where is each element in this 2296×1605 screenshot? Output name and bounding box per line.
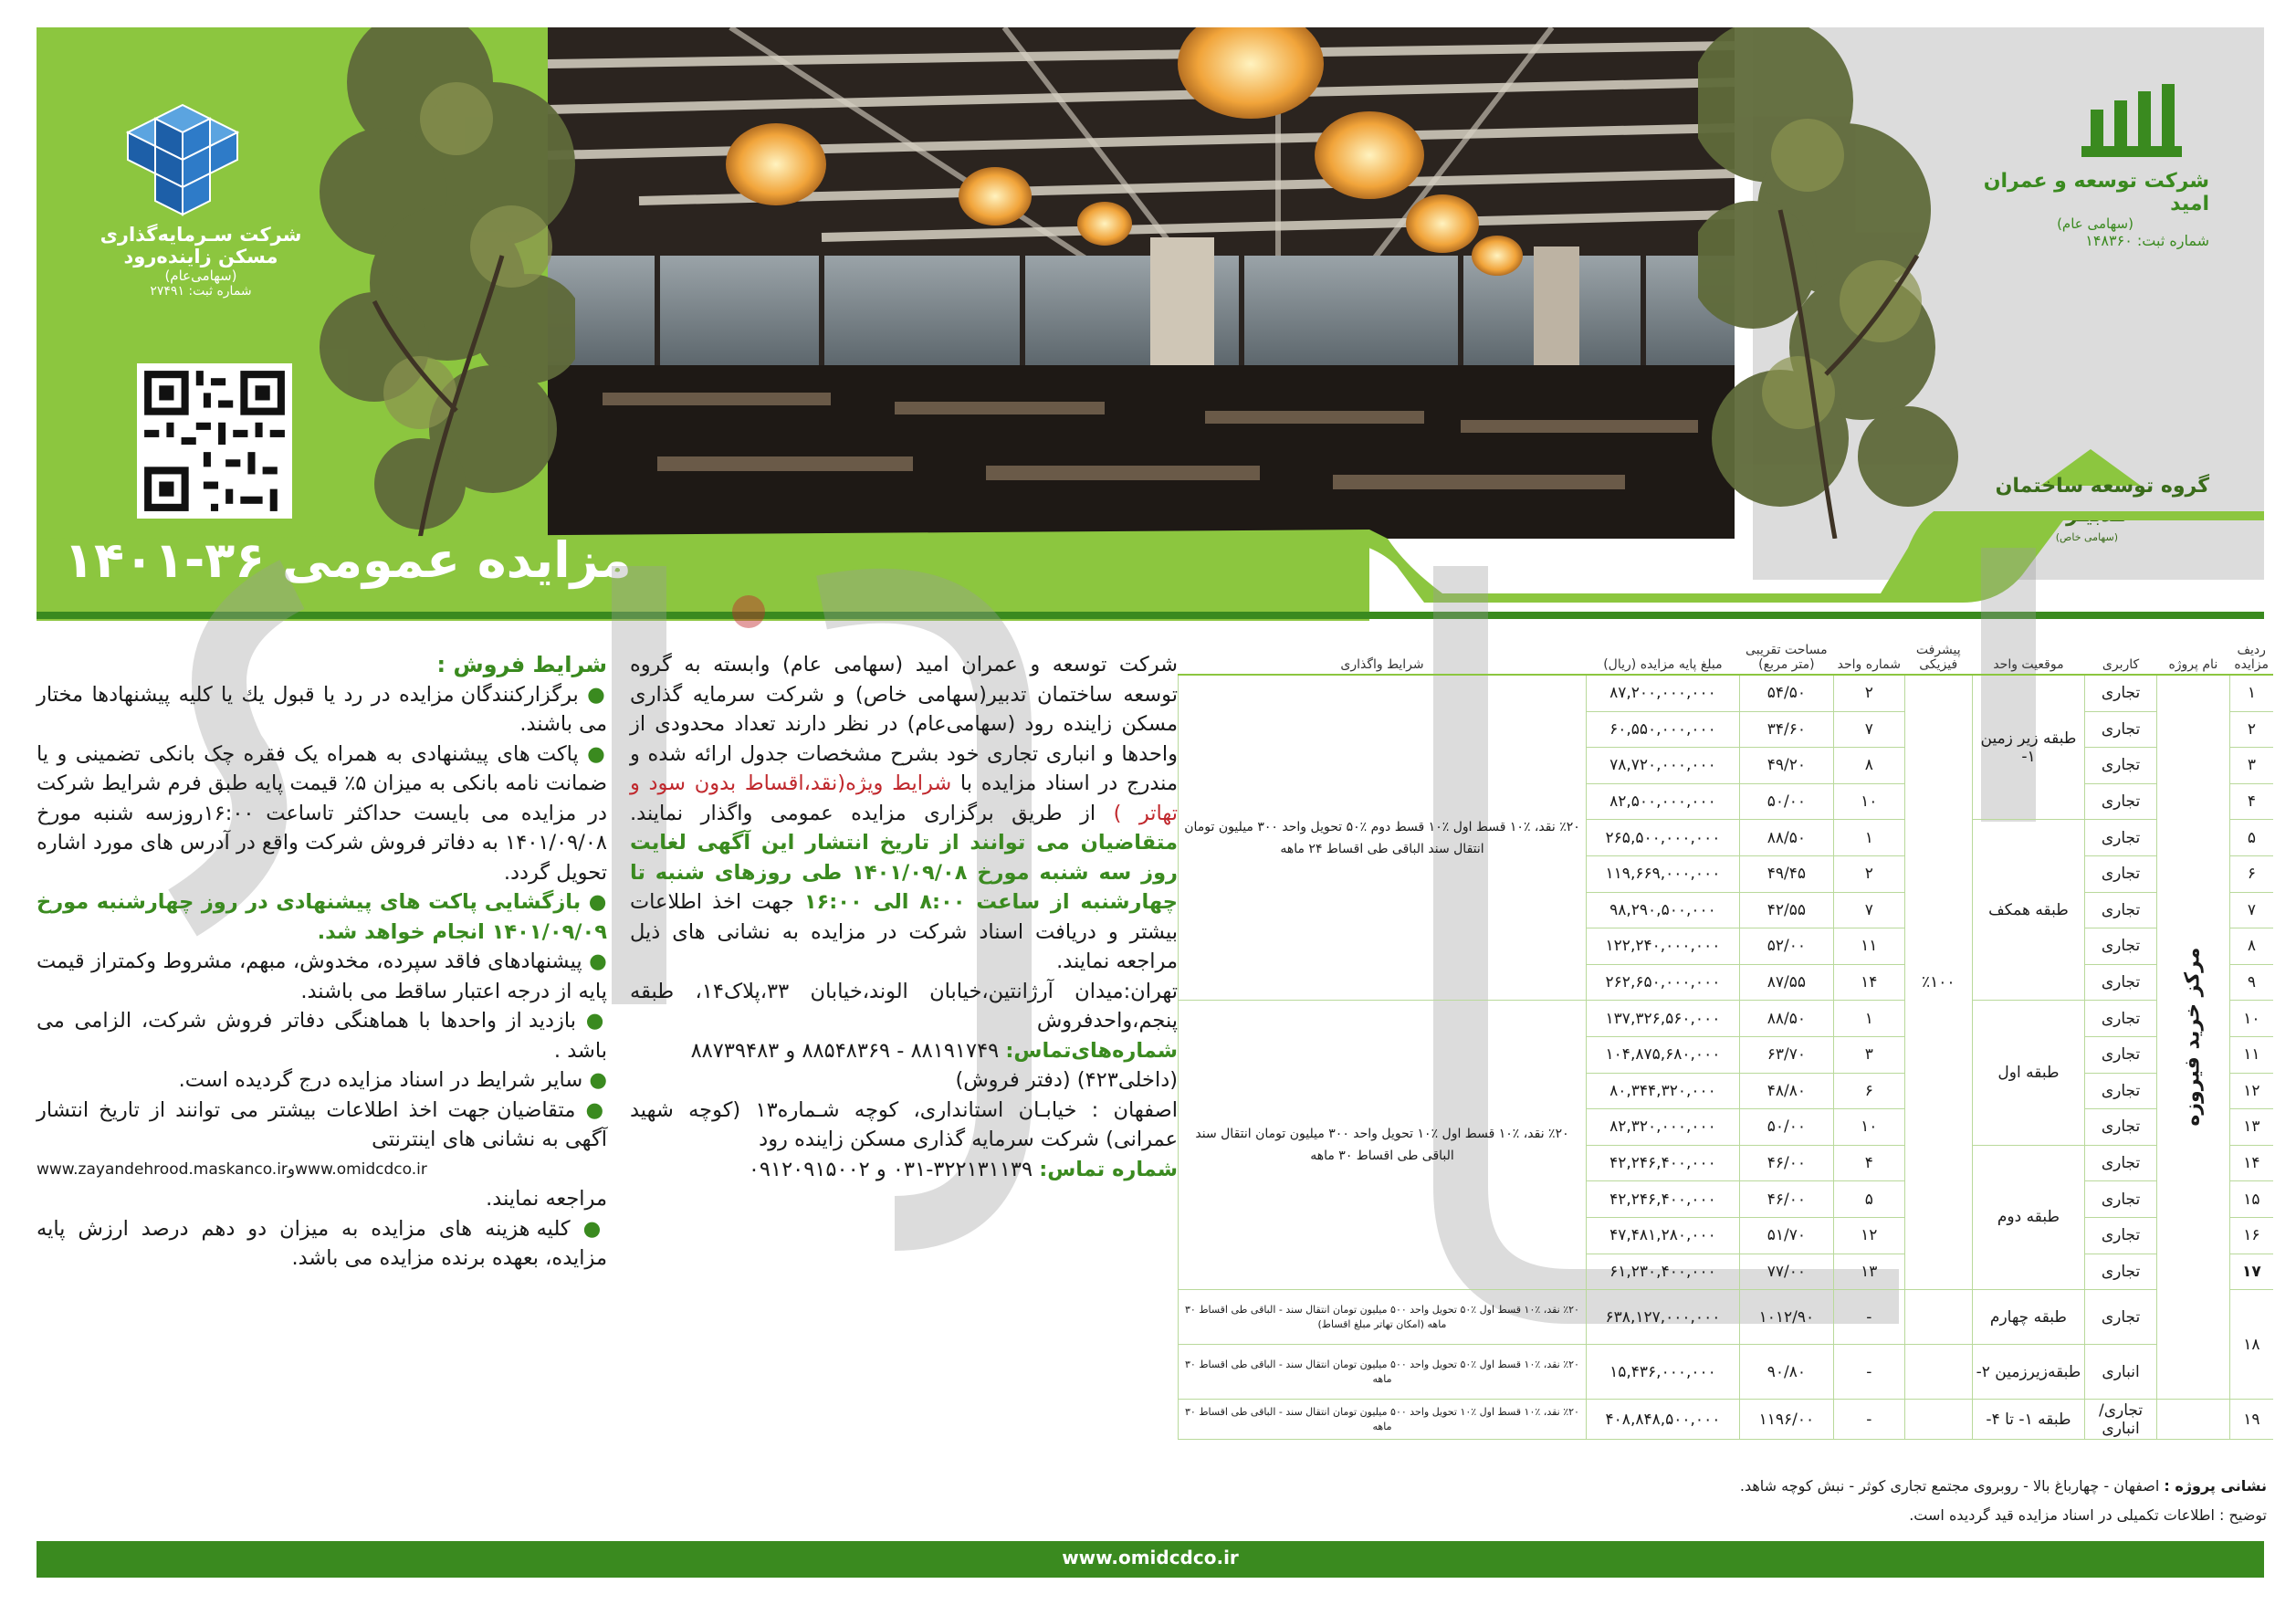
tehran-phones: [630, 1036, 1178, 1066]
condition-item: [37, 740, 607, 888]
condition-text: سایر شرایط در اسناد مزایده درج گردیده است.: [178, 1068, 583, 1092]
cell-row-no: ۴: [2229, 783, 2273, 820]
cell-usage: تجاری: [2085, 1001, 2157, 1037]
isfahan-phones: [630, 1155, 1178, 1185]
cell-location: طبقه چهارم: [1972, 1290, 2085, 1345]
project-address: [1162, 1472, 2267, 1501]
cell-unit: ۱۳: [1833, 1254, 1904, 1290]
cell-progress: ٪۱۰۰: [1904, 675, 1972, 1290]
cell-usage: تجاری: [2085, 711, 2157, 748]
intro-special-terms: شرایط ویژه(نقد،اقساط بدون سود و تهاتر ): [630, 771, 1178, 825]
zayandeh-name-line2: مسکن زاینده‌رود: [123, 246, 278, 268]
zayandeh-reg-number: شماره ثبت: ۲۷۴۹۱: [150, 284, 252, 299]
condition-item: [37, 680, 607, 740]
bullet-icon: ●: [582, 1068, 607, 1092]
table-header-row: [1179, 621, 2274, 675]
footer-website-link[interactable]: www.omidcdco.ir: [1062, 1547, 1239, 1568]
condition-item: [37, 1214, 607, 1274]
cell-area: ۹۰/۸۰: [1739, 1345, 1833, 1400]
cell-project: [2156, 1400, 2229, 1440]
cell-unit: ۴: [1833, 1145, 1904, 1181]
cell-unit: ۱۲: [1833, 1217, 1904, 1254]
cell-usage: تجاری: [2085, 1109, 2157, 1146]
cell-usage: تجاری: [2085, 1254, 2157, 1290]
header-progress: پیشرفت فیزیکی: [1904, 621, 1972, 675]
cell-price: ۴۲,۲۴۶,۴۰۰,۰۰۰: [1586, 1145, 1739, 1181]
cell-row-no: ۸: [2229, 928, 2273, 965]
header-location: موقعیت واحد: [1972, 621, 2085, 675]
condition-item: [37, 887, 607, 947]
bullet-icon: ●: [575, 1097, 607, 1122]
cell-row-no: ۳: [2229, 748, 2273, 784]
condition-item: [37, 1096, 607, 1155]
cell-row-no: ۱۷: [2229, 1254, 2273, 1290]
cell-unit: ۲: [1833, 675, 1904, 711]
cell-unit: -: [1833, 1400, 1904, 1440]
tadbir-line3: (سهامی خاص): [2055, 531, 2118, 543]
conditions-title: شرایط فروش :: [436, 652, 607, 677]
cell-terms: ٪۲۰ نقد، ٪۱۰ قسط اول ٪۱۰ قسط دوم ٪۵۰ تحویل واحد ۳۰۰ میلیون تومان انتقال سند الباقی طی اقساط ۲۴ ماهه: [1179, 675, 1587, 1001]
cell-row-no: ۱۸: [2229, 1290, 2273, 1400]
intro-p2-bold: متقاضیان می توانند از تاریخ انتشار این آگهی لغایت روز سه شنبه مورخ ۱۴۰۱/۰۹/۰۸ طی روزهای شنبه تا چهارشنبه از ساعت ۸:۰۰ الی ۱۶:۰۰: [630, 831, 1179, 914]
header-project: نام پروژه: [2156, 621, 2229, 675]
cell-unit: ۱: [1833, 820, 1904, 856]
cell-row-no: ۱۶: [2229, 1217, 2273, 1254]
tehran-phone-label: شماره‌های‌تماس:: [1005, 1038, 1178, 1063]
cell-price: ۷۸,۷۲۰,۰۰۰,۰۰۰: [1586, 748, 1739, 784]
cell-unit: ۵: [1833, 1181, 1904, 1218]
bullet-icon: ●: [576, 1009, 607, 1033]
cell-price: ۸۰,۳۴۴,۳۲۰,۰۰۰: [1586, 1073, 1739, 1109]
cell-usage: تجاری: [2085, 783, 2157, 820]
sale-conditions: [37, 650, 607, 1274]
cell-usage: تجاری: [2085, 964, 2157, 1001]
cell-location: طبقه اول: [1972, 1001, 2085, 1145]
header-price: مبلغ پایه مزایده (ریال): [1586, 621, 1739, 675]
cell-location: طبقه دوم: [1972, 1145, 2085, 1289]
zayandeh-name-line1: شرکت سـرمایه‌گذاری: [100, 224, 302, 246]
header-terms: شرایط واگذاری: [1179, 621, 1587, 675]
cell-area: ۱۱۹۶/۰۰: [1739, 1400, 1833, 1440]
cell-usage: تجاری: [2085, 675, 2157, 711]
cell-price: ۶۰,۵۵۰,۰۰۰,۰۰۰: [1586, 711, 1739, 748]
cell-area: ۴۲/۵۵: [1739, 892, 1833, 928]
bullet-icon: ●: [570, 1216, 607, 1241]
cell-row-no: ۱۱: [2229, 1036, 2273, 1073]
condition-text: پاکت های پیشنهادی به همراه یک فقره چک بانکی تضمینی و یا ضمانت نامه بانکی به میزان ۵٪ قیمت پایه طبق فرم شرایط شرکت در مزایده می بایست حداکثر تاساعت ۱۶:۰۰روزسه شنبه مورخ ۱۴۰۱/۰۹/۰۸ به دفاتر فروش شرکت واقع در آدرس های مورد اشاره تحویل گردد.: [37, 741, 607, 885]
cell-price: ۴۲,۲۴۶,۴۰۰,۰۰۰: [1586, 1181, 1739, 1218]
condition-item: [37, 947, 607, 1006]
cell-price: ۲۶۵,۵۰۰,۰۰۰,۰۰۰: [1586, 820, 1739, 856]
intro-p1-end: از طریق برگزاری مزایده عمومی واگذار نمایند.: [630, 801, 1096, 825]
condition-text: بازگشایی پاکت های پیشنهادی در روز چهارشنبه مورخ ۱۴۰۱/۰۹/۰۹ انجام خواهد شد.: [37, 890, 607, 944]
cell-area: ۴۹/۲۰: [1739, 748, 1833, 784]
cell-area: ۴۶/۰۰: [1739, 1181, 1833, 1218]
tehran-address: تهران:میدان آرژانتین،خیابان الوند،خیابان ۳۳،پلاک۱۴، طبقه پنجم،واحدفروش: [630, 979, 1178, 1033]
cell-price: ۸۲,۳۲۰,۰۰۰,۰۰۰: [1586, 1109, 1739, 1146]
qr-code-icon[interactable]: [137, 363, 292, 519]
cell-price: ۲۶۲,۶۵۰,۰۰۰,۰۰۰: [1586, 964, 1739, 1001]
table-row: [1179, 1345, 2274, 1400]
cell-usage: تجاری: [2085, 748, 2157, 784]
tehran-ext: (داخلی۴۲۳) (دفتر فروش): [955, 1068, 1178, 1092]
cell-unit: ۱۴: [1833, 964, 1904, 1001]
cell-usage: تجاری: [2085, 855, 2157, 892]
condition-text: کلیه هزینه های مزایده به میزان دو دهم درصد ارزش پایه مزایده، بعهده برنده مزایده می باشد.: [37, 1216, 607, 1270]
cell-project: مرکز خرید فیروزه: [2156, 675, 2229, 1400]
cell-row-no: ۱۹: [2229, 1400, 2273, 1440]
cell-price: ۹۸,۲۹۰,۵۰۰,۰۰۰: [1586, 892, 1739, 928]
cell-price: ۱۳۷,۳۲۶,۵۶۰,۰۰۰: [1586, 1001, 1739, 1037]
cell-location: طبقه همکف: [1972, 820, 2085, 1001]
cell-row-no: ۱: [2229, 675, 2273, 711]
cell-price: ۴۷,۴۸۱,۲۸۰,۰۰۰: [1586, 1217, 1739, 1254]
header-unit: شماره واحد: [1833, 621, 1904, 675]
tehran-phone-numbers[interactable]: ۸۸۱۹۱۷۴۹ - ۸۸۵۴۸۳۶۹ و ۸۸۷۳۹۴۸۳: [690, 1038, 1000, 1063]
cell-area: ۳۴/۶۰: [1739, 711, 1833, 748]
cell-progress: [1904, 1400, 1972, 1440]
cell-usage: تجاری: [2085, 1217, 2157, 1254]
cell-usage: تجاری: [2085, 1073, 2157, 1109]
cell-area: ۶۳/۷۰: [1739, 1036, 1833, 1073]
cell-area: ۸۷/۵۵: [1739, 964, 1833, 1001]
zayandeh-rood-logo: [82, 100, 338, 338]
cell-usage: تجاری: [2085, 1145, 2157, 1181]
cell-location: طبقه زیر زمین ۱-: [1972, 675, 2085, 820]
cell-unit: -: [1833, 1290, 1904, 1345]
cell-row-no: ۱۲: [2229, 1073, 2273, 1109]
header-banner: [37, 27, 2264, 580]
cell-area: ۸۸/۵۰: [1739, 820, 1833, 856]
table-row: [1179, 1001, 2274, 1037]
cell-price: ۶۱,۲۳۰,۴۰۰,۰۰۰: [1586, 1254, 1739, 1290]
cell-terms: ٪۲۰ نقد، ٪۱۰ قسط اول ٪۱۰ تحویل واحد ۳۰۰ میلیون تومان انتقال سند الباقی طی اقساط ۳۰ ماهه: [1179, 1001, 1587, 1290]
cell-row-no: ۵: [2229, 820, 2273, 856]
cell-row-no: ۲: [2229, 711, 2273, 748]
cell-price: ۱۱۹,۶۶۹,۰۰۰,۰۰۰: [1586, 855, 1739, 892]
cell-unit: ۲: [1833, 855, 1904, 892]
isfahan-phone-label: شماره تماس:: [1039, 1157, 1178, 1181]
cell-area: ۴۶/۰۰: [1739, 1145, 1833, 1181]
footer-bar: [37, 1541, 2264, 1578]
omid-sub: (سهامی عام): [2057, 215, 2133, 232]
extra-note: توضیح : اطلاعات تکمیلی در اسناد مزایده قید گردیده است.: [1909, 1506, 2267, 1524]
website-links[interactable]: www.zayandehrood.maskanco.irوwww.omidcdco.ir: [37, 1159, 427, 1179]
cell-progress: [1904, 1345, 1972, 1400]
cell-progress: [1904, 1290, 1972, 1345]
cell-terms: ٪۲۰ نقد، ٪۱۰ قسط اول ٪۱۰ تحویل واحد ۵۰۰ میلیون تومان انتقال سند - الباقی طی اقساط ۳۰ ماهه: [1179, 1400, 1587, 1440]
cell-unit: ۷: [1833, 892, 1904, 928]
cell-price: ۱۰۴,۸۷۵,۶۸۰,۰۰۰: [1586, 1036, 1739, 1073]
cell-area: ۵۲/۰۰: [1739, 928, 1833, 965]
bullet-icon: ●: [578, 741, 607, 766]
cell-unit: ۳: [1833, 1036, 1904, 1073]
cell-terms: ٪۲۰ نقد، ٪۱۰ قسط اول ٪۵۰ تحویل واحد ۵۰۰ میلیون تومان انتقال سند - الباقی طی اقساط ۳۰ ماهه (امکان تهاتر مبلغ اقساط): [1179, 1290, 1587, 1345]
cell-terms: ٪۲۰ نقد، ٪۱۰ قسط اول ٪۵۰ تحویل واحد ۵۰۰ میلیون تومان انتقال سند - الباقی طی اقساط ۳۰ ماهه: [1179, 1345, 1587, 1400]
cell-usage: انباری: [2085, 1345, 2157, 1400]
cell-row-no: ۹: [2229, 964, 2273, 1001]
omid-name: شرکت توسعه و عمران امید: [1983, 170, 2209, 215]
intro-p1: شرکت توسعه و عمران امید (سهامی عام) وابسته به گروه توسعه ساختمان تدبیر(سهامی خاص) و شرکت سرمایه گذاری مسکن زاینده رود (سهامی‌عام) در نظر دارند تعداد محدودی از واحدها و انباری تجاری خود بشرح مشخصات جدول ارائه شده و مندرج در اسناد مزایده با: [630, 653, 1179, 795]
restaurant-photo: [548, 27, 1735, 539]
intro-p2-end: جهت اخذ اطلاعات بیشتر و دریافت اسناد شرکت در مزایده به نشانی های ذیل مراجعه نمایند.: [630, 890, 1178, 973]
cell-row-no: ۱۴: [2229, 1145, 2273, 1181]
cell-price: ۶۳۸,۱۲۷,۰۰۰,۰۰۰: [1586, 1290, 1739, 1345]
table-row: [1179, 675, 2274, 711]
project-address-label: نشانی پروژه :: [2164, 1477, 2267, 1495]
cell-row-no: ۱۰: [2229, 1001, 2273, 1037]
cell-unit: ۱۰: [1833, 1109, 1904, 1146]
table-row: [1179, 1400, 2274, 1440]
cell-area: ۷۷/۰۰: [1739, 1254, 1833, 1290]
cell-area: ۵۰/۰۰: [1739, 783, 1833, 820]
cell-row-no: ۷: [2229, 892, 2273, 928]
omid-logo: [1981, 82, 2209, 249]
cell-price: ۸۲,۵۰۰,۰۰۰,۰۰۰: [1586, 783, 1739, 820]
header-row-no: ردیف مزایده: [2229, 621, 2273, 675]
cell-usage: تجاری: [2085, 820, 2157, 856]
cell-unit: -: [1833, 1345, 1904, 1400]
cell-area: ۵۱/۷۰: [1739, 1217, 1833, 1254]
condition-text: متقاضیان جهت اخذ اطلاعات بیشتر می توانند از تاریخ انتشار آگهی به نشانی های اینترنتی: [37, 1097, 607, 1151]
website-links-after: مراجعه نمایند.: [486, 1187, 607, 1211]
omid-mark-icon: [2081, 82, 2209, 164]
cell-row-no: ۶: [2229, 855, 2273, 892]
condition-item: [37, 1065, 607, 1096]
cell-area: ۱۰۱۲/۹۰: [1739, 1290, 1833, 1345]
condition-item: [37, 1006, 607, 1065]
intro-column: [630, 650, 1178, 1184]
cell-unit: ۶: [1833, 1073, 1904, 1109]
title-band: [37, 520, 1315, 630]
header-usage: کاربری: [2085, 621, 2157, 675]
page-title: مزایده عمومی ۳۶-۱۴۰۱: [64, 531, 632, 589]
cell-row-no: ۱۵: [2229, 1181, 2273, 1218]
cell-usage: تجاری: [2085, 1181, 2157, 1218]
cell-usage: تجاری: [2085, 928, 2157, 965]
cell-area: ۴۹/۴۵: [1739, 855, 1833, 892]
zayandeh-name-line3: (سهامی‌عام): [164, 268, 237, 284]
cell-price: ۸۷,۲۰۰,۰۰۰,۰۰۰: [1586, 675, 1739, 711]
cell-usage: تجاری/انباری: [2085, 1400, 2157, 1440]
project-address-text: اصفهان - چهارباغ بالا - روبروی مجتمع تجاری کوثر - نبش کوچه شاهد.: [1739, 1477, 2160, 1495]
cell-area: ۴۸/۸۰: [1739, 1073, 1833, 1109]
cell-unit: ۱: [1833, 1001, 1904, 1037]
table-notes: [1162, 1472, 2267, 1530]
cubes-logo-icon: [123, 100, 242, 219]
cell-area: ۵۰/۰۰: [1739, 1109, 1833, 1146]
cell-usage: تجاری: [2085, 892, 2157, 928]
condition-text: بازدید از واحدها با هماهنگی دفاتر فروش شرکت، الزامی می باشد .: [37, 1009, 607, 1063]
cell-location: طبقه ۱- تا ۴-: [1972, 1400, 2085, 1440]
header-area: مساحت تقریبی (متر مربع): [1739, 621, 1833, 675]
cell-area: ۸۸/۵۰: [1739, 1001, 1833, 1037]
cell-unit: ۷: [1833, 711, 1904, 748]
cell-usage: تجاری: [2085, 1036, 2157, 1073]
cell-area: ۵۴/۵۰: [1739, 675, 1833, 711]
bullet-icon: ●: [582, 949, 607, 973]
cell-price: ۱۲۲,۲۴۰,۰۰۰,۰۰۰: [1586, 928, 1739, 965]
table-row: [1179, 1290, 2274, 1345]
condition-text: پیشنهادهای فاقد سپرده، مخدوش، مبهم، مشروط وکمتراز قیمت پایه از درجه اعتبار ساقط می باشند.: [37, 949, 607, 1003]
condition-text: برگزارکنندگان مزایده در رد یا قبول یك یا کلیه پیشنهادها مختار می باشند.: [37, 682, 607, 736]
cell-unit: ۱۰: [1833, 783, 1904, 820]
cell-unit: ۱۱: [1833, 928, 1904, 965]
isfahan-phone-numbers[interactable]: ۳۲۲۱۳۱۱۳۹-۰۳۱ و ۰۹۱۲۰۹۱۵۰۰۲: [748, 1157, 1033, 1181]
tree-right-decoration: [1698, 27, 1990, 539]
auction-table: [1178, 621, 2273, 1440]
cell-price: ۱۵,۴۳۶,۰۰۰,۰۰۰: [1586, 1345, 1739, 1400]
cell-unit: ۸: [1833, 748, 1904, 784]
cell-row-no: ۱۳: [2229, 1109, 2273, 1146]
bullet-icon: ●: [578, 682, 607, 707]
cell-price: ۴۰۸,۸۴۸,۵۰۰,۰۰۰: [1586, 1400, 1739, 1440]
cell-location: طبقه‌زیرزمین ۲-: [1972, 1345, 2085, 1400]
cell-usage: تجاری: [2085, 1290, 2157, 1345]
bullet-icon: ●: [581, 890, 608, 914]
isfahan-address: اصفهان : خیابـان استانداری، کوچه شـماره۱۳ (کوچه شهید عمرانی) شرکت سرمایه گذاری مسکن زاینده رود: [630, 1097, 1178, 1151]
omid-reg-number: شماره ثبت: ۱۴۸۳۶۰: [2085, 232, 2209, 249]
tadbir-line1: گروه توسعه ساختمان: [1995, 475, 2209, 498]
